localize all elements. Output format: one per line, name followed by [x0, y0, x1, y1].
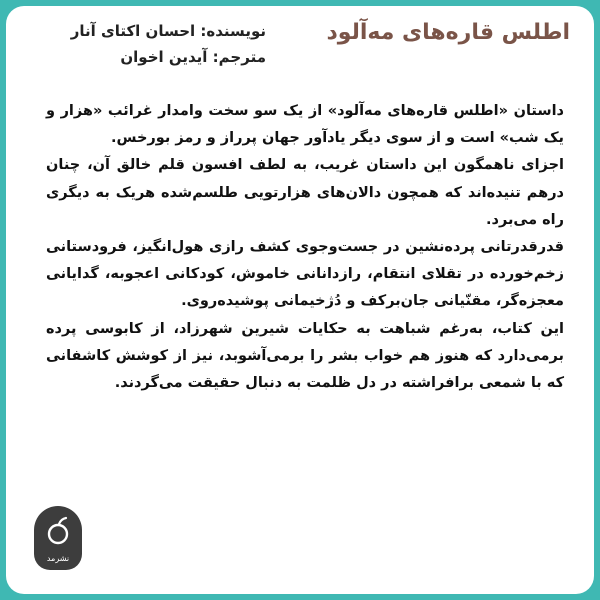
author-line: نویسنده: احسان اکتای آنار: [70, 22, 266, 40]
publisher-badge: [34, 506, 82, 570]
book-title: اطلس قاره‌های مه‌آلود: [326, 20, 570, 45]
paragraph-1: داستان «اطلس قاره‌های مه‌آلود» از یک سو سخت وامدار غرائب «هزار و یک شب» است و از سوی دیگر یادآور جهان پرراز و رمز بورخس.: [46, 103, 564, 147]
header: [6, 6, 594, 78]
description: [46, 98, 564, 397]
publisher-logo-icon: [46, 516, 70, 546]
paragraph-4: این کتاب، به‌رغم شباهت به حکایات شیرین شهرزاد، از کابوسی پرده برمی‌دارد که هنوز هم خواب بشر را برمی‌آشوبد، نیز از کوشش کاشفانی که با شمعی برافراشته در دل ظلمت به دنبال حقیقت می‌گردند.: [46, 320, 564, 392]
credits: [70, 18, 266, 70]
translator-line: مترجم: آیدین اخوان: [120, 48, 266, 66]
paragraph-2: اجزای ناهمگون این داستان غریب، به لطف افسون قلم خالق آن، چنان درهم تنیده‌اند که همچون دالان‌های هزارتویی طلسم‌شده هریک به دیگری راه می‌برد.: [46, 157, 564, 228]
publisher-label: نشرمد: [46, 554, 70, 563]
post-card: [6, 6, 594, 594]
paragraph-3: قدرقدرتانی پرده‌نشین در جست‌وجوی کشف رازی هول‌انگیز، فرودستانی زخم‌خورده در تقلای انتقام، رازدانانی خاموش، کودکانی اعجوبه، گدایانی معجزه‌گر، مقنّیانی جان‌برکف و دُژخیمانی پوشیده‌روی.: [46, 239, 564, 310]
